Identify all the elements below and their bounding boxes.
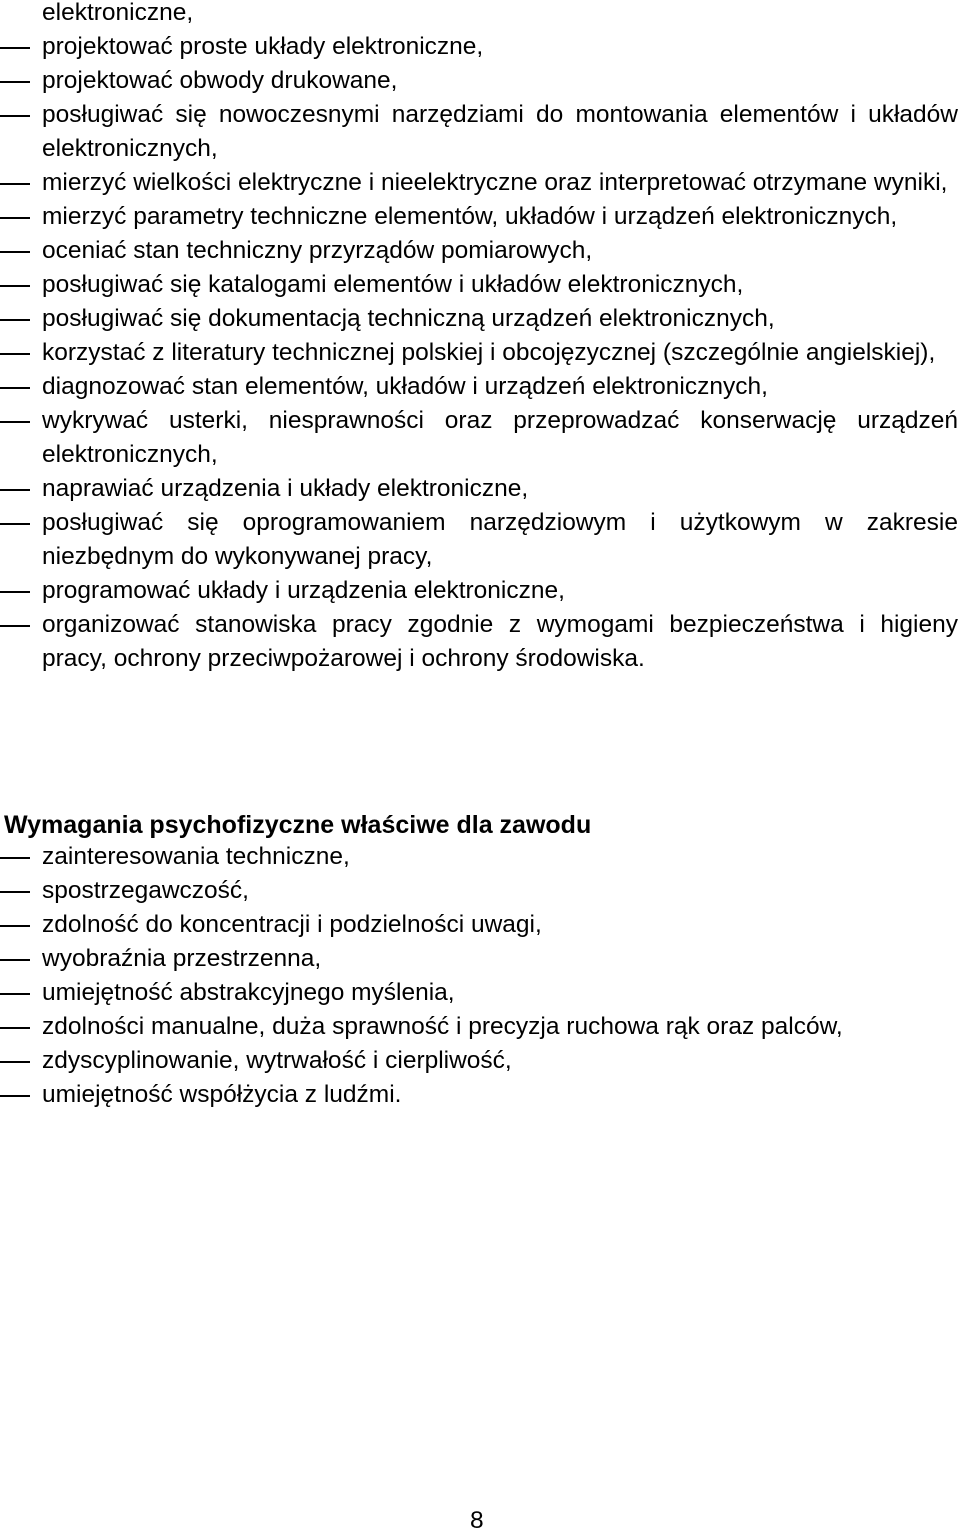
list-item: posługiwać się katalogami elementów i układów elektronicznych, [42, 271, 744, 298]
list-item: posługiwać się nowoczesnymi narzędziami do montowania elementów i układów elektronicznych, [42, 101, 958, 162]
list-item: zdolność do koncentracji i podzielności uwagi, [42, 911, 542, 938]
list-item: projektować obwody drukowane, [42, 67, 398, 94]
list-item: mierzyć parametry techniczne elementów, układów i urządzeń elektronicznych, [42, 203, 898, 230]
list-item: umiejętność współżycia z ludźmi. [42, 1081, 402, 1108]
skills-list [0, 0, 958, 676]
list-item: projektować proste układy elektroniczne, [42, 33, 484, 60]
list-item: naprawiać urządzenia i układy elektroniczne, [42, 475, 529, 502]
list-item: oceniać stan techniczny przyrządów pomiarowych, [42, 237, 593, 264]
psychophysical-list [0, 840, 958, 1112]
list-item: zdolności manualne, duża sprawność i precyzja ruchowa rąk oraz palców, [42, 1013, 843, 1040]
list-item: wykrywać usterki, niesprawności oraz przeprowadzać konserwację urządzeń elektronicznych, [42, 407, 958, 468]
list-item: posługiwać się oprogramowaniem narzędziowym i użytkowym w zakresie niezbędnym do wykonywanej pracy, [42, 509, 958, 570]
list-item: spostrzegawczość, [42, 877, 249, 904]
list-item: mierzyć wielkości elektryczne i nieelektryczne oraz interpretować otrzymane wyniki, [42, 169, 948, 196]
list-item: programować układy i urządzenia elektroniczne, [42, 577, 565, 604]
list-item: diagnozować stan elementów, układów i urządzeń elektronicznych, [42, 373, 768, 400]
list-item: zainteresowania techniczne, [42, 843, 350, 870]
section-heading: Wymagania psychofizyczne właściwe dla zawodu [4, 811, 592, 839]
list-item: organizować stanowiska pracy zgodnie z wymogami bezpieczeństwa i higieny pracy, ochrony przeciwpożarowej i ochrony środowiska. [42, 611, 958, 672]
list-item: korzystać z literatury technicznej polskiej i obcojęzycznej (szczególnie angielskiej), [42, 339, 936, 366]
list-item: umiejętność abstrakcyjnego myślenia, [42, 979, 455, 1006]
continuation-text: elektroniczne, [42, 0, 194, 26]
list-item: posługiwać się dokumentacją techniczną urządzeń elektronicznych, [42, 305, 775, 332]
list-item: zdyscyplinowanie, wytrwałość i cierpliwość, [42, 1047, 512, 1074]
list-item: wyobraźnia przestrzenna, [42, 945, 322, 972]
page-number: 8 [470, 1507, 484, 1534]
